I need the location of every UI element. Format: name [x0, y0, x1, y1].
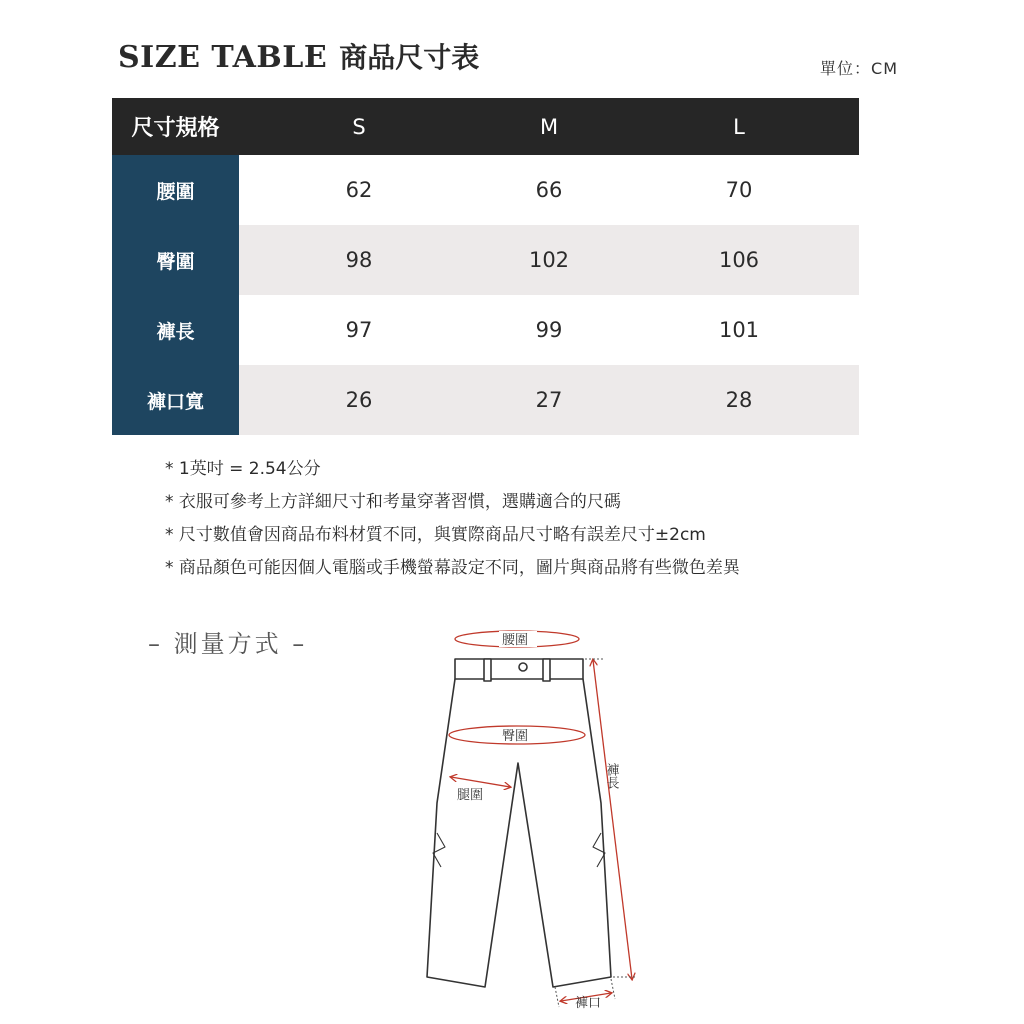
note-item: * 衣服可參考上方詳細尺寸和考量穿著習慣，選購適合的尺碼: [165, 492, 621, 512]
title-chinese: 商品尺寸表: [339, 41, 480, 74]
note-item: * 1英吋 = 2.54公分: [165, 459, 321, 479]
table-header-row: [112, 98, 859, 155]
hem-label: 褲口: [575, 996, 602, 1011]
table-cell: 101: [619, 295, 859, 365]
title-english: SIZE TABLE: [118, 40, 328, 75]
table-row: [112, 225, 859, 295]
row-label-length: 褲長: [112, 295, 239, 365]
page-title: [118, 36, 479, 76]
table-row: [112, 155, 859, 225]
row-label-hip: 臀圍: [112, 225, 239, 295]
unit-label: 單位：CM: [820, 59, 898, 78]
size-table: [112, 98, 859, 435]
notes-list: [165, 455, 740, 587]
row-label-waist: 腰圍: [112, 155, 239, 225]
table-cell: 26: [239, 365, 479, 435]
column-header-l: L: [619, 98, 859, 155]
column-header-s: S: [239, 98, 479, 155]
table-cell: 70: [619, 155, 859, 225]
table-cell: 66: [479, 155, 619, 225]
measurement-title: – 測量方式 –: [148, 630, 308, 658]
table-cell: 97: [239, 295, 479, 365]
note-item: * 尺寸數值會因商品布料材質不同，與實際商品尺寸略有誤差尺寸±2cm: [165, 525, 706, 545]
hip-label: 臀圍: [502, 729, 529, 744]
note-item: * 商品顏色可能因個人電腦或手機螢幕設定不同，圖片與商品將有些微色差異: [165, 558, 740, 578]
size-spec-header: 尺寸規格: [112, 98, 239, 155]
table-cell: 62: [239, 155, 479, 225]
length-label: 褲長: [603, 763, 619, 789]
table-cell: 106: [619, 225, 859, 295]
table-cell: 99: [479, 295, 619, 365]
table-cell: 98: [239, 225, 479, 295]
table-row: [112, 295, 859, 365]
table-cell: 27: [479, 365, 619, 435]
table-cell: 102: [479, 225, 619, 295]
pants-measurement-diagram: [415, 615, 655, 1015]
measurement-guides: [449, 631, 632, 1001]
waist-label: 腰圍: [502, 633, 529, 648]
table-row: [112, 365, 859, 435]
row-label-hem-width: 褲口寬: [112, 365, 239, 435]
table-cell: 28: [619, 365, 859, 435]
column-header-m: M: [479, 98, 619, 155]
thigh-label: 腿圍: [457, 788, 484, 803]
pants-outline: [427, 659, 611, 987]
